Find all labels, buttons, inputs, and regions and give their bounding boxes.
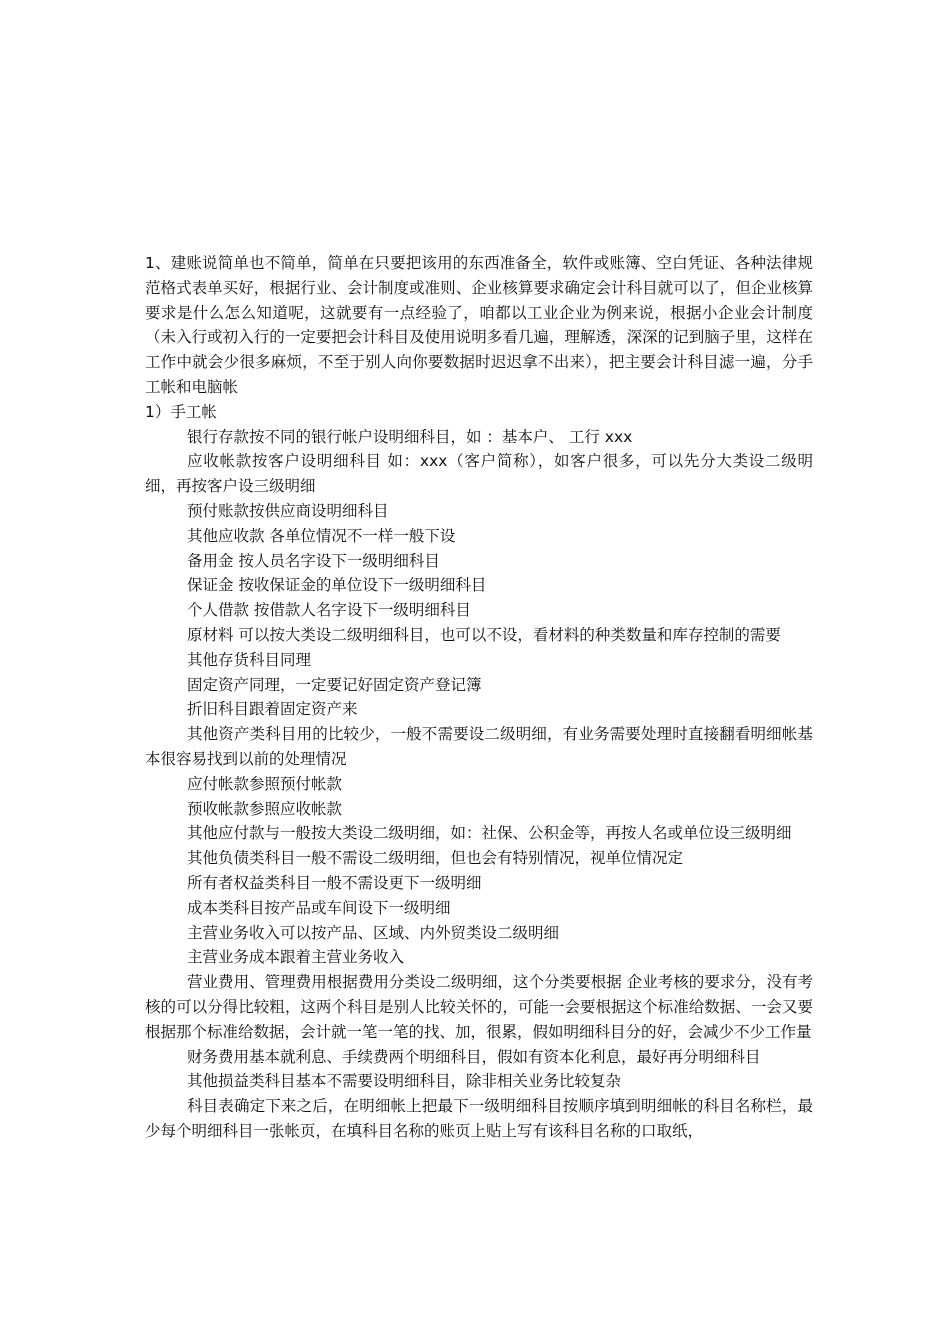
paragraph-personal-loans: 个人借款 按借款人名字设下一级明细科目 <box>187 601 471 620</box>
paragraph-depreciation: 折旧科目跟着固定资产来 <box>187 700 358 719</box>
paragraph-bank-deposit: 银行存款按不同的银行帐户设明细科目，如 ：基本户、 工行 xxx <box>187 427 633 446</box>
paragraph-other-inventory: 其他存货科目同理 <box>187 650 312 669</box>
paragraph-operating-expenses: 营业费用、管理费用根据费用分类设二级明细，这个分类要根据 企业考核的要求分，没有考核的可以分得比较粗，这两个科目是别人比较关怀的，可能一会要根据这个标准给数据、一会又要根据那个标准给数据，会计就一笔一笔的找、加，很累，假如明细科目分的好，会减少不少工作量 <box>145 973 813 1041</box>
paragraph-main-revenue: 主营业务收入可以按产品、区域、内外贸类设二级明细 <box>187 923 560 942</box>
paragraph-list <box>145 425 813 1144</box>
section-heading: 1）手工帐 <box>145 402 217 421</box>
paragraph-owners-equity: 所有者权益类科目一般不需设更下一级明细 <box>187 873 482 892</box>
paragraph-other-liabilities: 其他负债类科目一般不需设二级明细，但也会有特别情况，视单位情况定 <box>187 849 684 868</box>
paragraph-other-pl: 其他损益类科目基本不需要设明细科目，除非相关业务比较复杂 <box>187 1072 622 1091</box>
paragraph-petty-cash: 备用金 按人员名字设下一级明细科目 <box>187 551 440 570</box>
paragraph-accounts-payable: 应付帐款参照预付帐款 <box>187 774 343 793</box>
paragraph-advance-receipts: 预收帐款参照应收帐款 <box>187 799 343 818</box>
paragraph-main-cost: 主营业务成本跟着主营业务收入 <box>187 948 405 967</box>
paragraph-raw-materials: 原材料 可以按大类设二级明细科目，也可以不设，看材料的种类数量和库存控制的需要 <box>187 625 781 644</box>
paragraph-financial-expenses: 财务费用基本就利息、手续费两个明细科目，假如有资本化利息，最好再分明细科目 <box>187 1047 761 1066</box>
paragraph-cost-accounts: 成本类科目按产品或车间设下一级明细 <box>187 898 451 917</box>
paragraph-other-assets: 其他资产类科目用的比较少，一般不需要设二级明细，有业务需要处理时直接翻看明细帐基本很容易找到以前的处理情况 <box>145 725 813 768</box>
paragraph-other-payables: 其他应付款与一般按大类设二级明细，如：社保、公积金等，再按人名或单位设三级明细 <box>187 824 792 843</box>
document-body <box>145 251 813 1144</box>
intro-paragraph: 1、建账说简单也不简单，简单在只要把该用的东西准备全，软件或账簿、空白凭证、各种法律规范格式表单买好，根据行业、会计制度或准则、企业核算要求确定会计科目就可以了，但企业核算要求是什么怎么知道呢，这就要有一点经验了，咱都以工业企业为例来说，根据小企业会计制度（未入行或初入行的一定要把会计科目及使用说明多看几遍，理解透，深深的记到脑子里，这样在工作中就会少很多麻烦，不至于别人向你要数据时迟迟拿不出来），把主要会计科目滤一遍，分手工帐和电脑帐 <box>145 254 813 396</box>
paragraph-fixed-assets: 固定资产同理，一定要记好固定资产登记簿 <box>187 675 482 694</box>
paragraph-deposits: 保证金 按收保证金的单位设下一级明细科目 <box>187 576 487 595</box>
paragraph-prepayments: 预付账款按供应商设明细科目 <box>187 501 389 520</box>
paragraph-accounts-receivable: 应收帐款按客户设明细科目 如：xxx（客户简称），如客户很多，可以先分大类设二级明细，再按客户设三级明细 <box>145 452 813 496</box>
paragraph-chart-of-accounts: 科目表确定下来之后，在明细帐上把最下一级明细科目按顺序填到明细帐的科目名称栏，最少每个明细科目一张帐页，在填科目名称的账页上贴上写有该科目名称的口取纸， <box>145 1097 813 1140</box>
paragraph-other-receivables: 其他应收款 各单位情况不一样一般下设 <box>187 526 456 545</box>
